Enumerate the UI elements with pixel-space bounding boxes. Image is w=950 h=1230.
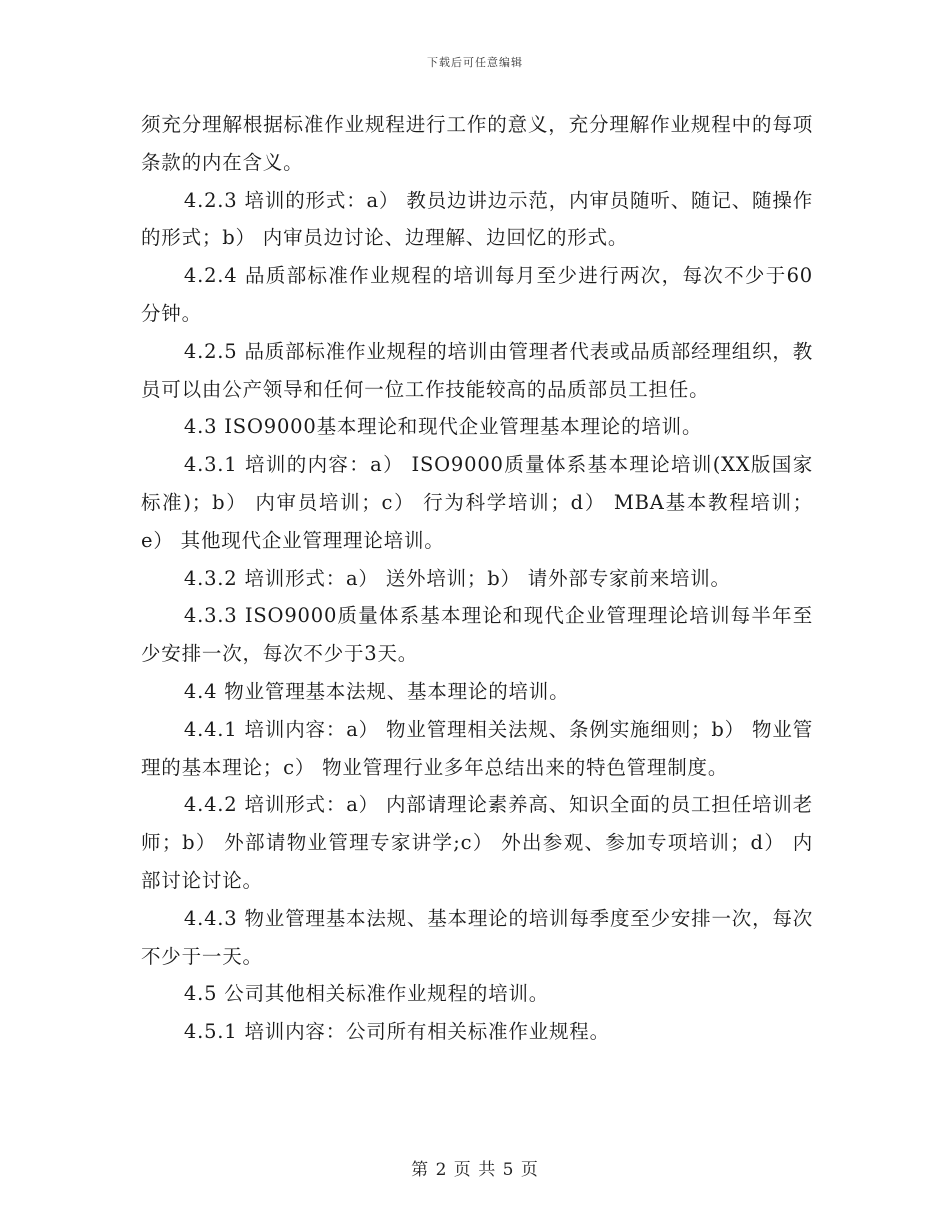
page-number-footer: 第 2 页 共 5 页 (411, 1160, 539, 1180)
document-body (141, 106, 813, 1051)
section-heading-4-4: 4.4 物业管理基本法规、基本理论的培训。 (183, 679, 570, 703)
paragraph-4-4-3: 4.4.3 物业管理基本法规、基本理论的培训每季度至少安排一次，每次不少于一天。 (141, 906, 813, 968)
paragraph-4-3-3: 4.3.3 ISO9000质量体系基本理论和现代企业管理理论培训每半年至少安排一次，每次不少于3天。 (141, 604, 813, 666)
paragraph-4-2-5: 4.2.5 品质部标准作业规程的培训由管理者代表或品质部经理组织，教员可以由公产领导和任何一位工作技能较高的品质部员工担任。 (141, 339, 813, 401)
paragraph-4-3-2: 4.3.2 培训形式：a） 送外培训；b） 请外部专家前来培训。 (183, 566, 731, 590)
paragraph-4-3-1: 4.3.1 培训的内容：a） ISO9000质量体系基本理论培训(XX版国家标准)；b） 内审员培训；c） 行为科学培训；d） MBA基本教程培训；e） 其他现代企业管理理论培训。 (141, 453, 813, 552)
paragraph-4-2-4: 4.2.4 品质部标准作业规程的培训每月至少进行两次，每次不少于60分钟。 (141, 264, 813, 325)
paragraph-4-4-1: 4.4.1 培训内容：a） 物业管理相关法规、条例实施细则；b） 物业管理的基本理论；c） 物业管理行业多年总结出来的特色管理制度。 (141, 717, 813, 779)
paragraph-4-5-1: 4.5.1 培训内容：公司所有相关标准作业规程。 (183, 1020, 610, 1044)
page-header: 下载后可任意编辑 (427, 56, 523, 69)
paragraph-4-4-2: 4.4.2 培训形式：a） 内部请理论素养高、知识全面的员工担任培训老师；b） 外部请物业管理专家讲学;c） 外出参观、参加专项培训；d） 内部讨论讨论。 (141, 793, 813, 892)
section-heading-4-3: 4.3 ISO9000基本理论和现代企业管理基本理论的培训。 (183, 415, 703, 439)
section-heading-4-5: 4.5 公司其他相关标准作业规程的培训。 (183, 982, 550, 1006)
paragraph-continuation: 须充分理解根据标准作业规程进行工作的意义，充分理解作业规程中的每项条款的内在含义。 (141, 113, 813, 174)
paragraph-4-2-3: 4.2.3 培训的形式：a） 教员边讲边示范，内审员随听、随记、随操作的形式；b） 内审员边讨论、边理解、边回忆的形式。 (141, 188, 813, 250)
